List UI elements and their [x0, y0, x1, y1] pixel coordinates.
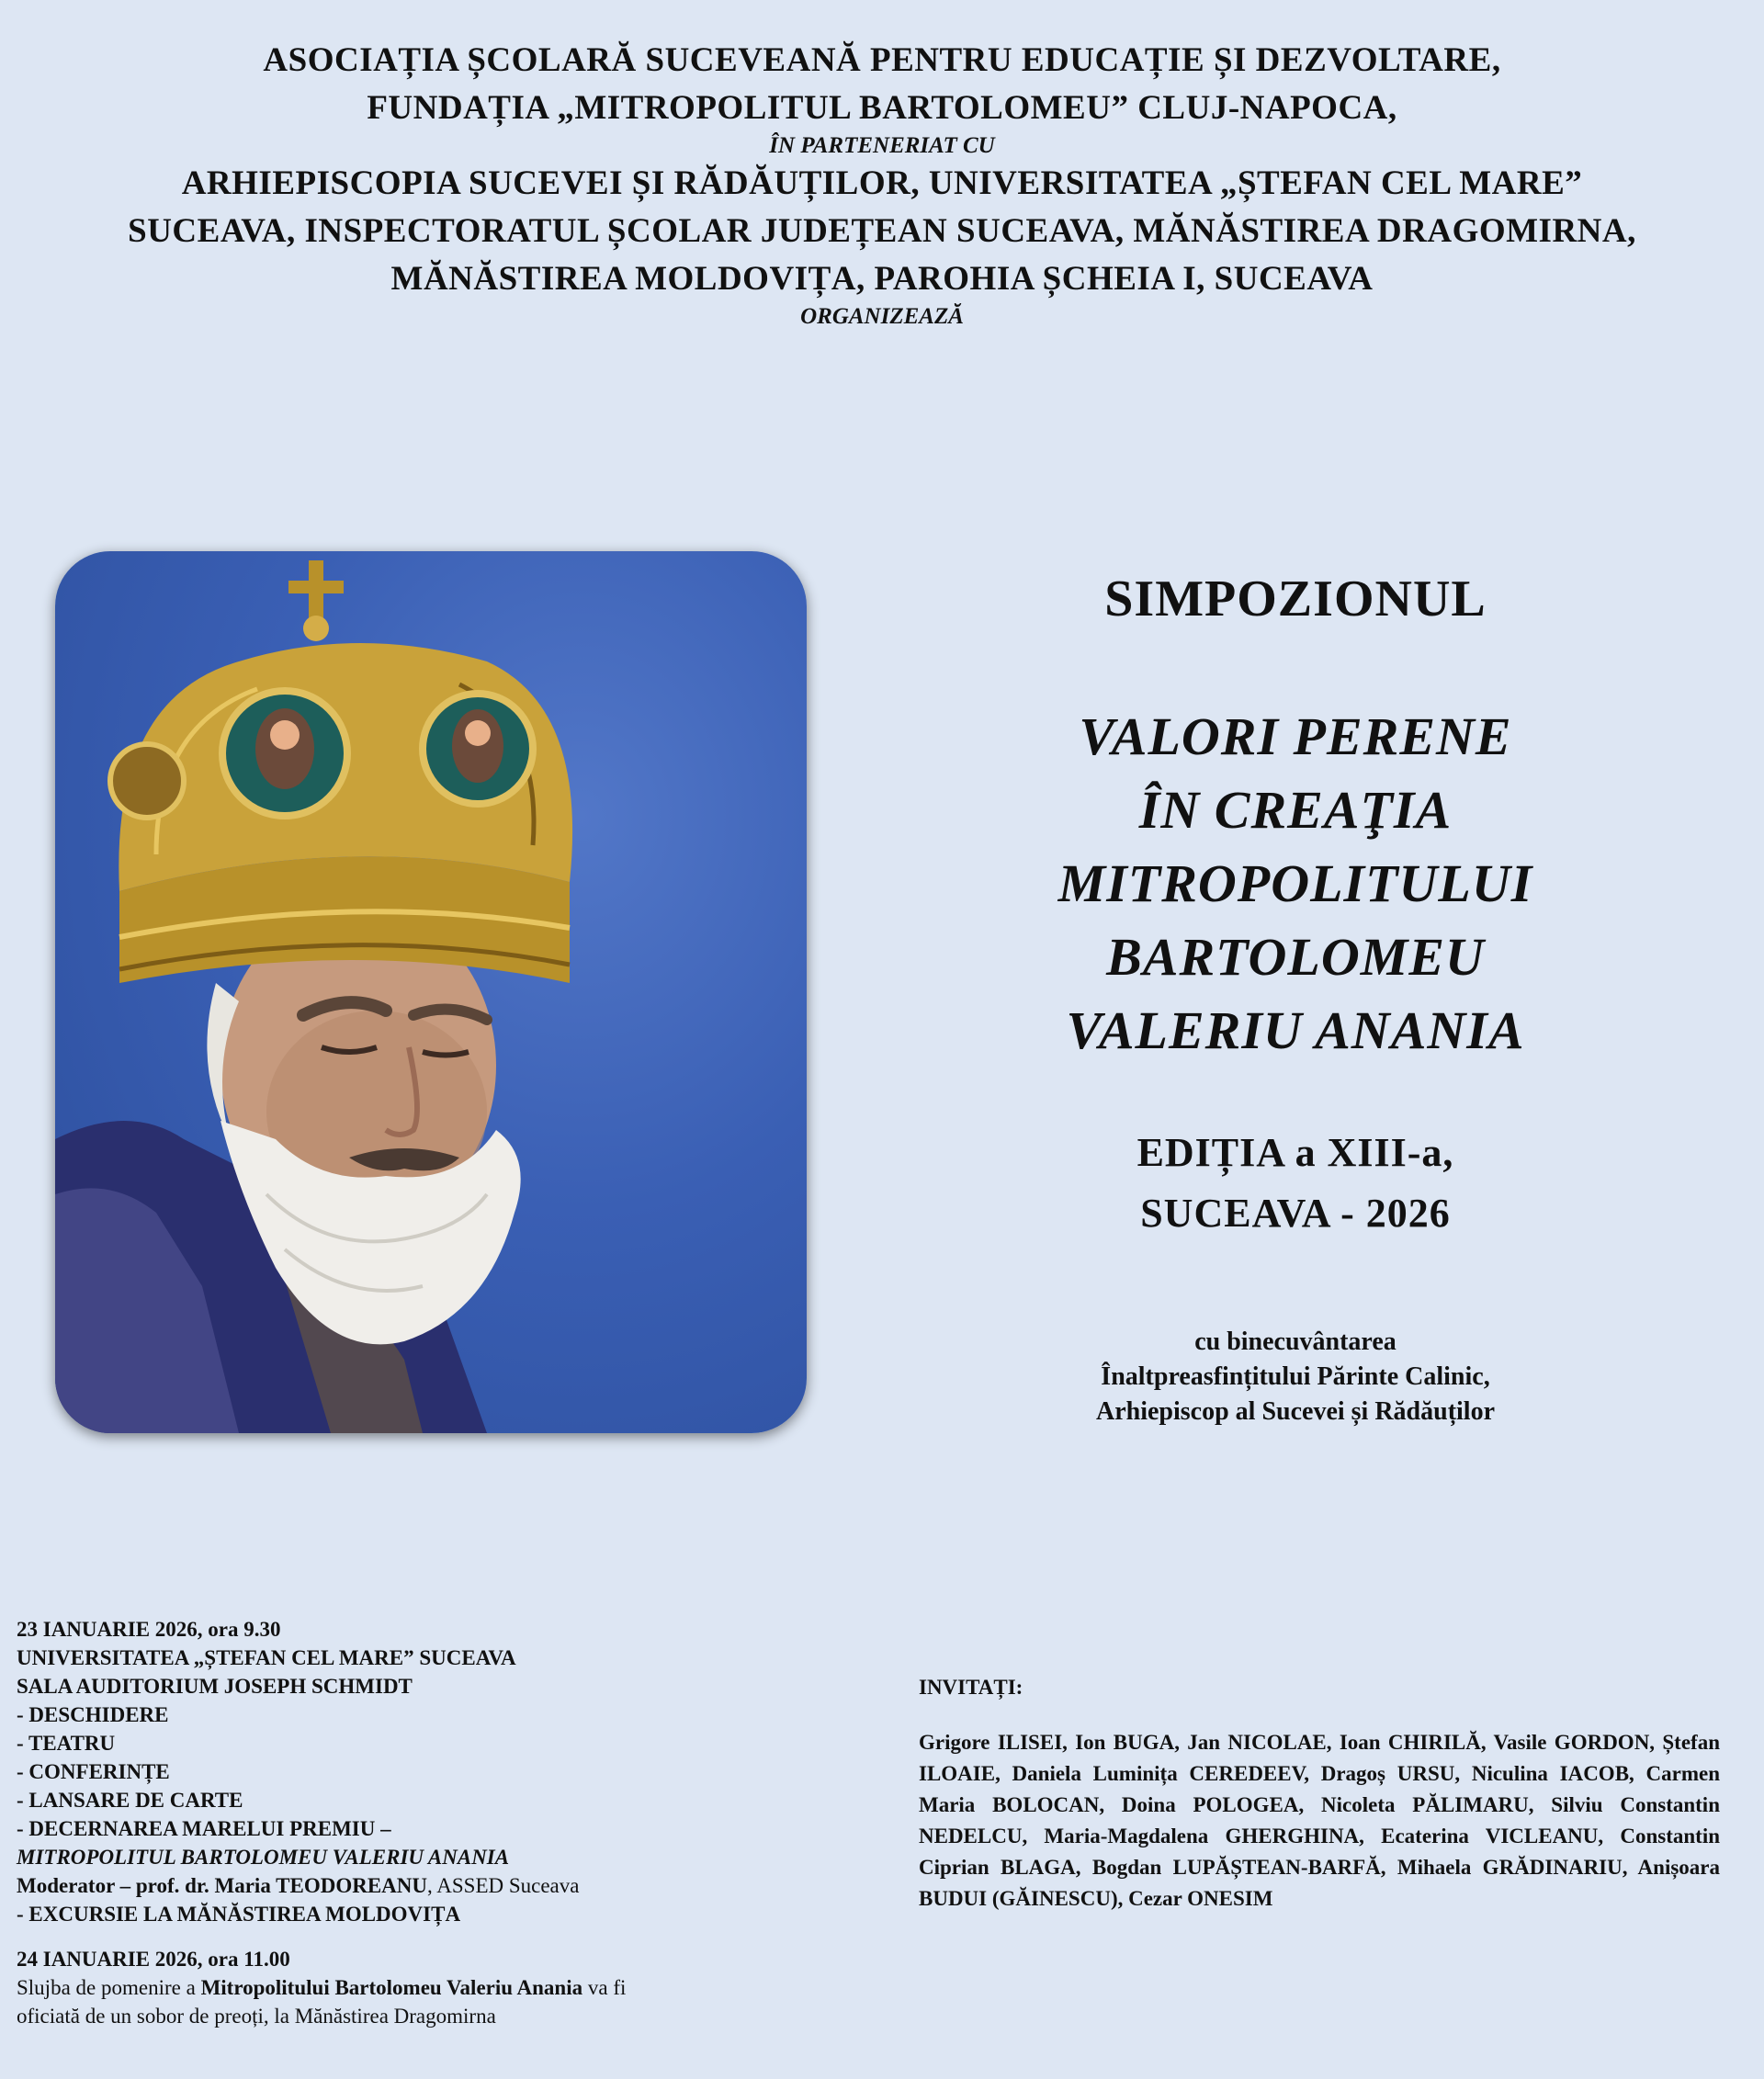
symposium-theme	[937, 700, 1654, 1068]
program-item: - DESCHIDERE	[17, 1703, 169, 1726]
theme-line: VALORI PERENE	[1079, 706, 1512, 766]
blessing-line: Arhiepiscop al Sucevei și Rădăuților	[1095, 1397, 1495, 1426]
day2-date: 24 IANUARIE 2026, ora 11.00	[17, 1948, 290, 1971]
organizes-label: ORGANIZEAZĂ	[800, 304, 964, 329]
partner-line-2: SUCEAVA, INSPECTORATUL ȘCOLAR JUDEȚEAN SUCEAVA, MĂNĂSTIREA DRAGOMIRNA,	[128, 212, 1636, 250]
day2-text: oficiată de un sobor de preoți, la Mănăstirea Dragomirna	[17, 2005, 496, 2028]
organizer-line-2: FUNDAȚIA „MITROPOLITUL BARTOLOMEU” CLUJ-NAPOCA,	[367, 89, 1397, 127]
theme-line: ÎN CREAŢIA	[1138, 780, 1453, 840]
symposium-heading: SIMPOZIONUL	[1104, 571, 1487, 627]
partner-line-1: ARHIEPISCOPIA SUCEVEI ȘI RĂDĂUȚILOR, UNIVERSITATEA „ȘTEFAN CEL MARE”	[181, 164, 1583, 202]
program-item: - CONFERINȚE	[17, 1760, 170, 1783]
program-item: - LANSARE DE CARTE	[17, 1789, 243, 1812]
organizer-line-1: ASOCIAȚIA ȘCOLARĂ SUCEVEANĂ PENTRU EDUCAȚIE ȘI DEZVOLTARE,	[263, 41, 1501, 79]
day1-hall: SALA AUDITORIUM JOSEPH SCHMIDT	[17, 1675, 413, 1698]
blessing-line: cu binecuvântarea	[1194, 1328, 1396, 1356]
theme-line: VALERIU ANANIA	[1066, 1000, 1525, 1060]
place-year: SUCEAVA - 2026	[1140, 1191, 1451, 1236]
symposium-title-block	[937, 570, 1654, 1429]
day2-text: va fi	[582, 1976, 627, 1999]
day1-venue: UNIVERSITATEA „ȘTEFAN CEL MARE” SUCEAVA	[17, 1646, 516, 1669]
moderator-prefix: Moderator – prof. dr.	[17, 1874, 215, 1897]
moderator-affiliation: , ASSED Suceava	[427, 1874, 580, 1897]
organizers-header	[0, 37, 1764, 331]
guests-label: INVITAȚI:	[919, 1676, 1023, 1699]
theme-line: MITROPOLITULUI	[1057, 853, 1533, 913]
theme-line: BARTOLOMEU	[1106, 927, 1485, 987]
blessing-line: Înaltpreasfințitului Părinte Calinic,	[1101, 1362, 1490, 1391]
program-item: - EXCURSIE LA MĂNĂSTIREA MOLDOVIȚA	[17, 1903, 461, 1926]
blessing-block	[937, 1325, 1654, 1429]
moderator-line	[17, 1871, 843, 1900]
moderator-name: Maria TEODOREANU	[214, 1874, 428, 1897]
day2-honoree: Mitropolitului Bartolomeu Valeriu Anania	[200, 1976, 583, 1999]
partner-line-3: MĂNĂSTIREA MOLDOVIȚA, PAROHIA ȘCHEIA I, SUCEAVA	[390, 260, 1374, 298]
day2-description	[17, 1973, 843, 2030]
partnership-label: ÎN PARTENERIAT CU	[769, 133, 995, 158]
award-name: MITROPOLITUL BARTOLOMEU VALERIU ANANIA	[17, 1846, 510, 1869]
portrait-illustration	[55, 551, 807, 1433]
program-item: - TEATRU	[17, 1732, 116, 1755]
guests-block	[919, 1672, 1720, 1915]
program-schedule	[17, 1615, 843, 2030]
guests-list: Grigore ILISEI, Ion BUGA, Jan NICOLAE, Ioan CHIRILĂ, Vasile GORDON, Ștefan ILOAIE, Daniela Luminița CEREDEEV, Dragoș URSU, Niculina IACOB, Carmen Maria BOLOCAN, Doina POLOGEA, Nicoleta PĂLIMARU, Silviu Constantin NEDELCU, Maria-Magdalena GHERGHINA, Ecaterina VICLEANU, Constantin Ciprian BLAGA, Bogdan LUPĂȘTEAN-BARFĂ, Mihaela GRĂDINARIU, Anișoara BUDUI (GĂINESCU), Cezar ONESIM	[919, 1731, 1720, 1910]
edition-block	[937, 1123, 1654, 1244]
day1-date: 23 IANUARIE 2026, ora 9.30	[17, 1618, 281, 1641]
day2-text: Slujba de pomenire a	[17, 1976, 201, 1999]
edition-number: EDIȚIA a XIII-a,	[1136, 1130, 1454, 1175]
program-item: - DECERNAREA MARELUI PREMIU –	[17, 1817, 391, 1840]
metropolitan-portrait	[55, 551, 807, 1433]
